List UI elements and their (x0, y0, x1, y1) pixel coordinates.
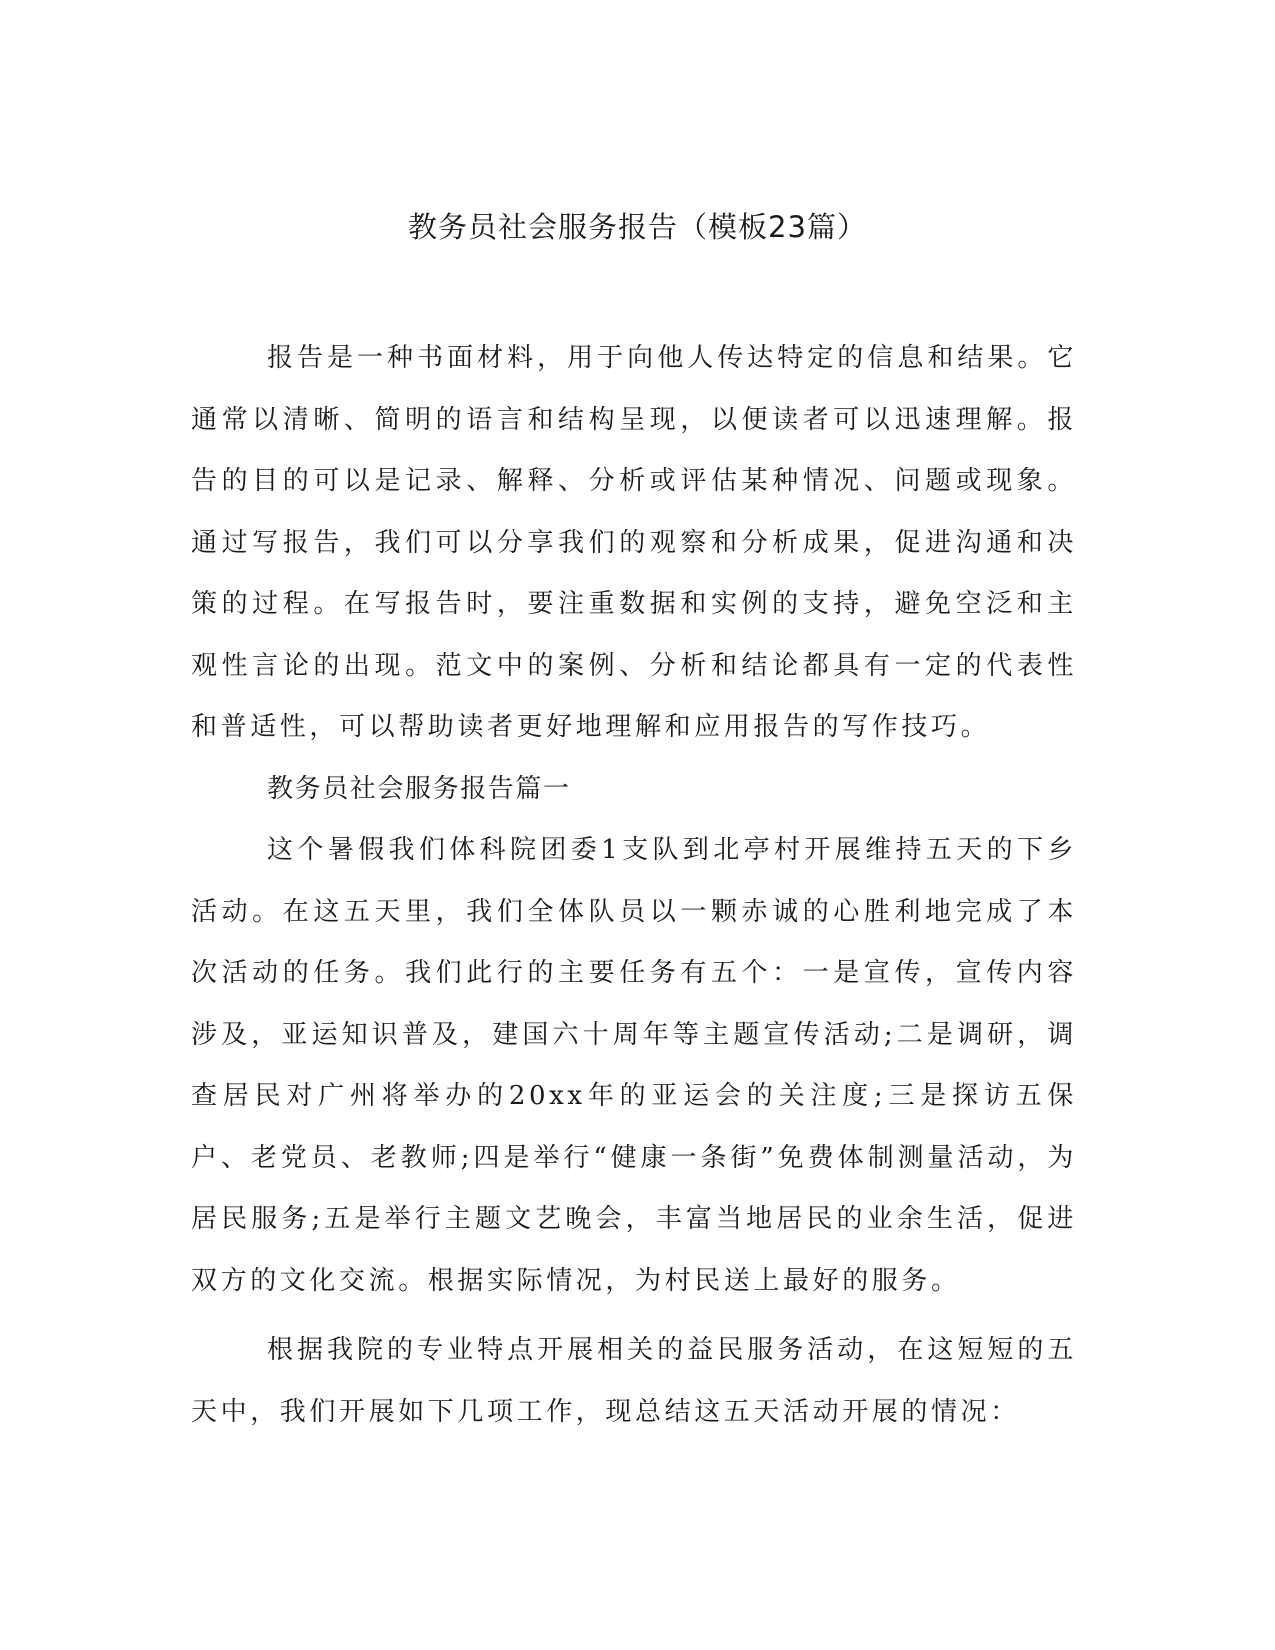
body-paragraph: 这个暑假我们体科院团委1支队到北亭村开展维持五天的下乡活动。在这五天里，我们全体队员以一颗赤诚的心胜利地完成了本次活动的任务。我们此行的主要任务有五个：一是宣传，宣传内容涉及，亚运知识普及，建国六十周年等主题宣传活动;二是调研，调查居民对广州将举办的20xx年的亚运会的关注度;三是探访五保户、老党员、老教师;四是举行“健康一条街”免费体制测量活动，为居民服务;五是举行主题文艺晚会，丰富当地居民的业余生活，促进双方的文化交流。根据实际情况，为村民送上最好的服务。 (191, 835, 1077, 1296)
intro-paragraph: 报告是一种书面材料，用于向他人传达特定的信息和结果。它通常以清晰、简明的语言和结构呈现，以便读者可以迅速理解。报告的目的可以是记录、解释、分析或评估某种情况、问题或现象。通过写报告，我们可以分享我们的观察和分析成果，促进沟通和决策的过程。在写报告时，要注重数据和实例的支持，避免空泛和主观性言论的出现。范文中的案例、分析和结论都具有一定的代表性和普适性，可以帮助读者更好地理解和应用报告的写作技巧。 (191, 343, 1077, 742)
document-title: 教务员社会服务报告（模板23篇） (408, 210, 867, 244)
section-heading: 教务员社会服务报告篇一 (267, 773, 571, 804)
body-paragraph: 根据我院的专业特点开展相关的益民服务活动，在这短短的五天中，我们开展如下几项工作，现总结这五天活动开展的情况： (191, 1335, 1077, 1427)
document-body (191, 328, 1077, 1443)
